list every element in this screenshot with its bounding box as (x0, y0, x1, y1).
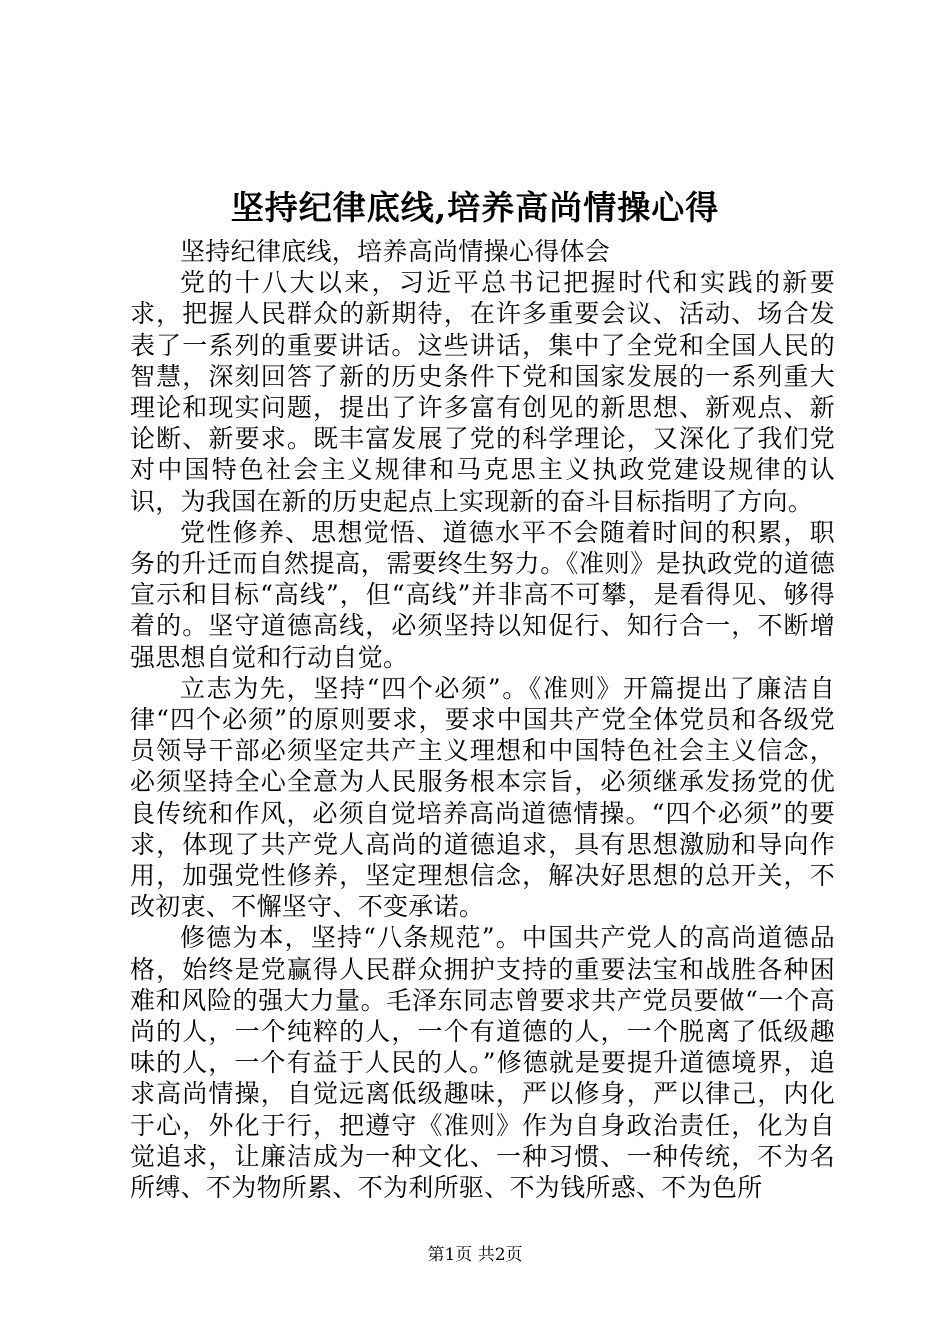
document-body (130, 236, 835, 1203)
paragraph: 立志为先，坚持“四个必须”。《准则》开篇提出了廉洁自律“四个必须”的原则要求，要求中国共产党全体党员和各级党员领导干部必须坚定共产主义理想和中国特色社会主义信念，必须坚持全心全意为人民服务根本宗旨，必须继承发扬党的优良传统和作风，必须自觉培养高尚道德情操。“四个必须”的要求，体现了共产党人高尚的道德追求，具有思想激励和导向作用，加强党性修养，坚定理想信念，解决好思想的总开关，不改初衷、不懈坚守、不变承诺。 (130, 673, 835, 922)
page-number-footer: 第1页 共2页 (427, 1245, 523, 1265)
paragraph: 党的十八大以来，习近平总书记把握时代和实践的新要求，把握人民群众的新期待，在许多重要会议、活动、场合发表了一系列的重要讲话。这些讲话，集中了全党和全国人民的智慧，深刻回答了新的历史条件下党和国家发展的一系列重大理论和现实问题，提出了许多富有创见的新思想、新观点、新论断、新要求。既丰富发展了党的科学理论，又深化了我们党对中国特色社会主义规律和马克思主义执政党建设规律的认识，为我国在新的历史起点上实现新的奋斗目标指明了方向。 (130, 268, 835, 516)
document-title: 坚持纪律底线,培养高尚情操心得 (230, 188, 720, 227)
paragraph: 修德为本，坚持“八条规范”。中国共产党人的高尚道德品格，始终是党赢得人民群众拥护支持的重要法宝和战胜各种困难和风险的强大力量。毛泽东同志曾要求共产党员要做“一个高尚的人，一个纯粹的人，一个有道德的人，一个脱离了低级趣味的人，一个有益于人民的人。”修德就是要提升道德境界，追求高尚情操，自觉远离低级趣味，严以修身，严以律己，内化于心，外化于行，把遵守《准则》作为自身政治责任，化为自觉追求，让廉洁成为一种文化、一种习惯、一种传统，不为名所缚、不为物所累、不为利所驱、不为钱所惑、不为色所 (130, 923, 835, 1203)
paragraph-subtitle: 坚持纪律底线，培养高尚情操心得体会 (180, 237, 611, 266)
paragraph: 党性修养、思想觉悟、道德水平不会随着时间的积累，职务的升迁而自然提高，需要终生努力。《准则》是执政党的道德宣示和目标“高线”，但“高线”并非高不可攀，是看得见、够得着的。坚守道德高线，必须坚持以知促行、知行合一，不断增强思想自觉和行动自觉。 (130, 517, 835, 672)
